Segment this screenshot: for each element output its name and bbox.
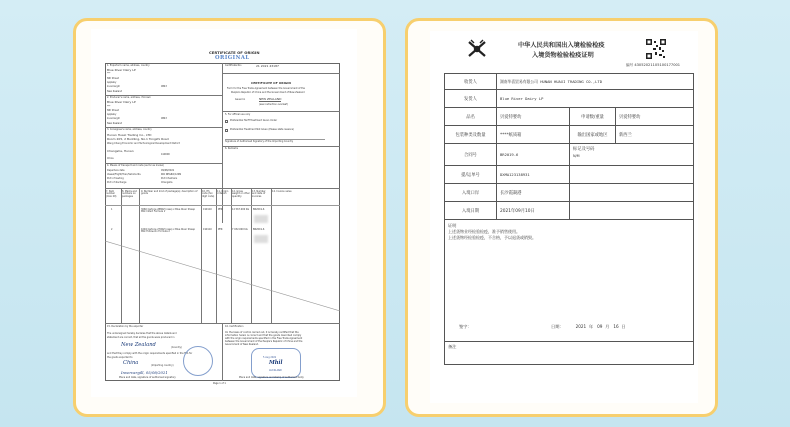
box16-text: between the Government of the People's Republic of China and the [225,340,303,343]
exporter-line: *** [107,72,111,75]
row-value: 新西兰 [616,126,694,143]
row-label: 品名 [445,108,497,125]
day-label: 日 [621,324,626,329]
marks-cell [570,144,694,165]
original-stamp: ORIGINAL [215,55,250,61]
box15-footer: Place and date, signature of authorised signatory [119,376,176,379]
item-invoice: BR2019-6 [253,208,265,211]
row-label: 合同号 [445,144,497,165]
stamp-place: AUCKLAND [269,369,282,372]
box3-label: 3. Consignee's name, address, country [107,128,152,131]
issued-in-label: Issued in [235,98,246,101]
serial-number [626,64,680,68]
empty-cell [570,184,694,201]
note-row [444,341,694,365]
item-invoice: BR2019-6 [253,228,265,231]
box15-text: statement are correct, that all the goods were produced in [107,336,175,339]
row-value: 贝爱特婴幼 [497,108,570,125]
consignee-line: Hunan Huaxi Trading Co., LTD [107,133,152,137]
box15-text: The undersigned hereby declares that the above details and [107,332,177,335]
table-row [444,107,694,125]
box16-text: with the origin requirements specified in the Free Trade Agreement [225,337,303,340]
table-row [444,125,694,143]
transport-label: Vessel/Flight/Train/Vehicle No. [107,173,142,176]
item-criterion: PER [218,208,223,211]
box16-text: information herein is correct and that the goods described comply [225,334,302,337]
note-label: 备注 [448,344,457,349]
box15-text: the goods exported to [107,356,133,359]
box2-label: 2. Producer's name, address, if known [107,96,151,99]
exporter-stamp [183,346,213,376]
consignee-line: Wang Cheng Economic and Technological Development District [107,142,180,145]
row-value: 长沙霞凝港 [497,184,570,201]
box4-label: 4. Means of transport and route (as far as known) [107,164,165,167]
certification-row [444,219,694,341]
inspection-certificate-document [430,31,698,403]
row-label: 标记及号码 [573,147,595,152]
item-number: 2 [111,228,113,231]
empty-cell [570,166,694,183]
box1-label: 1. Exporter's name, address, country [107,64,150,67]
box16-label: 16. Certification [225,325,244,328]
transport-value: Changsha [161,181,173,184]
certifier-signature: Mhil [269,360,283,366]
consignee-country: China [107,157,114,160]
box15-text: and that they comply with the origin requirements specified in the FTA for [107,352,193,355]
certificate-table [444,73,694,365]
column-header: 10. HS code (Six digit code) [202,190,215,198]
empty-cell [570,202,694,219]
item-weight: 12 567.000 KG [232,208,250,211]
table-row [444,143,694,165]
exporter-postcode: 9843 [161,85,167,88]
void-diagonal [105,241,340,323]
row-value: N/M [573,154,580,158]
item-hs-code: 190110 [203,228,212,231]
certificate-of-origin-panel [73,18,386,417]
row-label: 发货人 [445,90,497,107]
box5-label: 5. For official use only [225,113,251,116]
row-label: 入境口岸 [445,184,497,201]
cert-title-line2: 入境货物检验检疫证明 [532,52,594,59]
producer-line: New Zealand [107,122,123,125]
coo-title: CERTIFICATE OF ORIGIN [209,50,260,55]
certification-cell [445,220,694,341]
column-header: 12. Gross weight or other quantity [232,190,250,198]
certificate-of-origin-document [91,29,357,397]
exporter-line: Appleby [107,81,117,84]
row-label: 包装种类及数量 [445,126,497,143]
cert-no-value: 21 2021 43187 [256,64,279,68]
transport-value: RIO NEGRO/129N [161,173,182,176]
transport-value: 09/08/2021 [161,169,175,172]
coo-heading: CERTIFICATE OF ORIGIN [251,81,291,85]
item-weight: 7 032.000 KG [232,228,248,231]
item-criterion: PER [218,228,223,231]
certification-line: 上述货物业经检验检疫，准予销售使用。 [448,229,520,234]
column-header: 11. Origin criterion [217,190,229,196]
column-header: 7. Item number (max 20) [106,190,117,198]
box15-import-country: China [123,360,139,366]
box15-country-label: (Country) [171,346,182,349]
column-header: 14. Invoice value [272,190,292,193]
tariff-not-given-checkbox [225,129,228,132]
producer-line: Invercargill [107,117,120,120]
cert-title-line1: 中华人民共和国出入境检验检疫 [518,42,605,49]
row-label: 入境日期 [445,202,497,219]
row-value: ****纸质箱 [497,126,570,143]
row-value: 贝爱特婴幼 [616,108,694,125]
table-row [444,183,694,201]
ciq-emblem-icon [466,39,488,59]
consignee-postcode: 410000 [161,153,170,156]
heading-subtitle: People's Republic of China and the Government of New Zealand [231,91,305,94]
producer-name: Blue River Dairy LP [107,100,136,104]
transport-label: Port of loading [107,177,124,180]
producer-line: *** [107,105,111,108]
consignee-line: Room 205, 2 Building, No.1 Tongzhi Road [107,137,169,141]
box15-country: New Zealand [121,342,156,348]
month-label: 月 [605,324,610,329]
box15-place-date: Invercargill, 05/08/2021 [121,370,168,375]
box16-text: On the basis of control carried out, it is hereby certified that the [225,331,299,334]
item-description: 3060 Cartons 2880Z (case) x Blue River Sheep Milk Infant Formula 1 [141,208,195,214]
transport-label: Port of discharge [107,181,127,184]
stamp-date: 5 Aug 2021 [263,356,277,359]
transport-value: Port Chalmers [161,177,178,180]
table-row [444,73,694,89]
consignee-line: Changsha, Hunan [107,149,134,153]
column-header: 8. Marks and numbers on packages [122,190,137,198]
item-number: 1 [111,208,113,211]
box15-import-label: (Importing country) [151,364,174,367]
tariff-given-checkbox [225,120,228,123]
box5-option: Preferential Tariff Treatment Given Under [230,119,278,122]
signature-label: 签字： [459,324,472,329]
box15-label: 15. Declaration by the exporter [107,325,144,328]
certification-label: 证明 [448,223,457,228]
box6-label: 6. Remarks [225,147,238,150]
column-header: 13. Number and date of invoices [252,190,266,198]
row-label: 输出国家或地区 [570,126,616,143]
producer-postcode: 9843 [161,117,167,120]
row-value: Blue River Dairy LP [497,90,694,107]
table-row [444,89,694,107]
cert-no-label: Certificate No.: [225,64,243,67]
row-value: 2021年09月10日 [497,202,570,219]
exporter-name: Blue River Dairy LP [107,68,136,72]
issued-in-note: (see instruction overleaf) [259,103,288,106]
producer-line: Appleby [107,113,117,116]
box5-signature-label: Signature of Authorised Signatory of the Importing Country [225,140,294,143]
box5-option: Preferential Treatment Not Given (Please state reasons) [230,128,294,131]
serial-value: 43052021105100177001 [634,63,681,67]
exporter-line: Nth Street [107,77,119,80]
date-year: 2021 [575,324,587,329]
row-label: 申请数/重量 [570,108,616,125]
row-label: 提/运单号 [445,166,497,183]
item-hs-code: 190110 [203,208,212,211]
exporter-line: New Zealand [107,90,123,93]
producer-line: Nth Street [107,109,119,112]
item-description: 1004 Cartons 2700Z (case) x Blue River Sheep Milk Follow-On Formula 2 [141,228,195,234]
qr-code-icon [646,39,666,59]
certificate-date [551,325,626,329]
row-label: 收货人 [445,74,497,89]
box16-text: Government of New Zealand. [225,343,259,346]
serial-label: 编号 [626,63,634,67]
table-row [444,201,694,219]
inspection-certificate-panel [405,18,718,417]
note-cell [445,342,694,364]
issued-in-value: NEW ZEALAND [259,97,282,101]
heading-subtitle: Form for the Free Trade Agreement between the Government of the [227,87,305,90]
redacted-block [254,215,268,223]
page-label: Page 1 of 1 [213,382,226,385]
row-value: 湖南华喜贸易有限公司 HUNAN HUAXI TRADING CO.,LTD [497,74,694,89]
certification-line: 上述货物经检验检疫，不合格，予以退货或销毁。 [448,235,536,240]
exporter-line: Invercargill [107,85,120,88]
date-month: 09 [597,324,603,329]
box16-footer: Place and date, signature and stamp of authorised body [239,376,304,379]
year-label: 年 [588,324,594,329]
row-value: BR2019-6 [497,144,570,165]
date-day: 16 [613,324,619,329]
table-row [444,165,694,183]
date-label: 日期： [551,324,564,329]
row-value: DXMA123138931 [497,166,570,183]
column-header: 9. Number and kind of package(s); description of goods [141,190,198,196]
transport-label: Departure date [107,169,125,172]
